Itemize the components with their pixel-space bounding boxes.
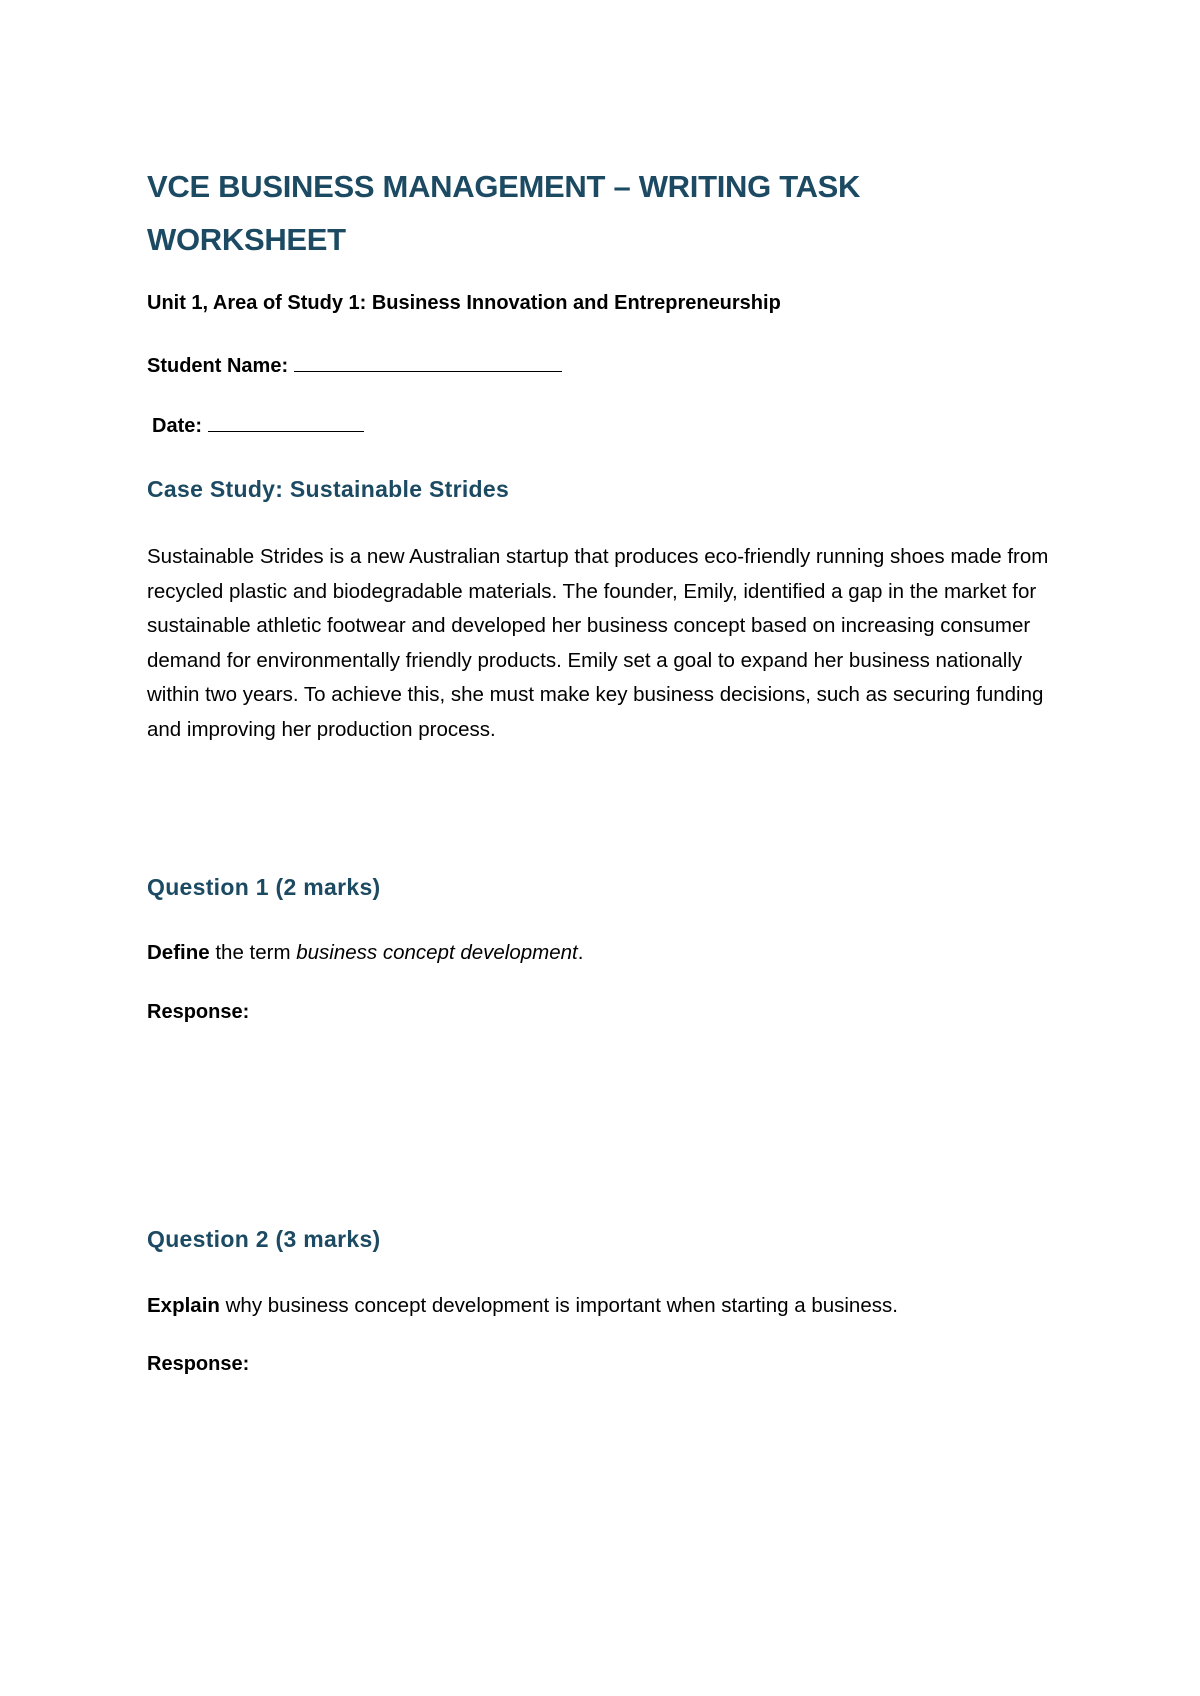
question-2-heading: Question 2 (3 marks)	[147, 1226, 381, 1252]
student-name-label: Student Name:	[147, 355, 289, 377]
question-1-term: business concept development	[296, 941, 578, 964]
student-name-blank[interactable]	[294, 351, 562, 372]
student-name-field	[147, 351, 562, 378]
question-1-heading: Question 1 (2 marks)	[147, 874, 381, 900]
date-label: Date:	[152, 415, 203, 437]
question-1-response-area[interactable]	[147, 1035, 1062, 1205]
case-study-heading: Case Study: Sustainable Strides	[147, 476, 510, 502]
question-1-prompt-text: the term	[209, 941, 297, 964]
question-1-prompt-end: .	[577, 941, 584, 964]
question-2-response-area[interactable]	[147, 1387, 1062, 1647]
worksheet-title: VCE BUSINESS MANAGEMENT – WRITING TASK WORKSHEET	[147, 169, 861, 257]
date-field	[152, 411, 364, 438]
question-2-command-word: Explain	[147, 1294, 220, 1317]
question-2-prompt	[147, 1294, 898, 1318]
date-blank[interactable]	[208, 411, 364, 432]
unit-subtitle: Unit 1, Area of Study 1: Business Innovation and Entrepreneurship	[147, 292, 781, 314]
question-2-prompt-text: why business concept development is important when starting a business.	[219, 1294, 898, 1317]
case-study-body: Sustainable Strides is a new Australian startup that produces eco-friendly running shoes made from recycled plastic and biodegradable materials. The founder, Emily, identified a gap in the market for sustainable athletic footwear and developed her business concept based on increasing consumer demand for environmentally friendly products. Emily set a goal to expand her business nationally within two years. To achieve this, she must make key business decisions, such as securing funding and improving her production process.	[147, 545, 1049, 741]
question-1-response-label: Response:	[147, 1001, 250, 1023]
question-1-command-word: Define	[147, 941, 210, 964]
question-2-response-label: Response:	[147, 1353, 250, 1375]
question-1-prompt	[147, 941, 583, 965]
